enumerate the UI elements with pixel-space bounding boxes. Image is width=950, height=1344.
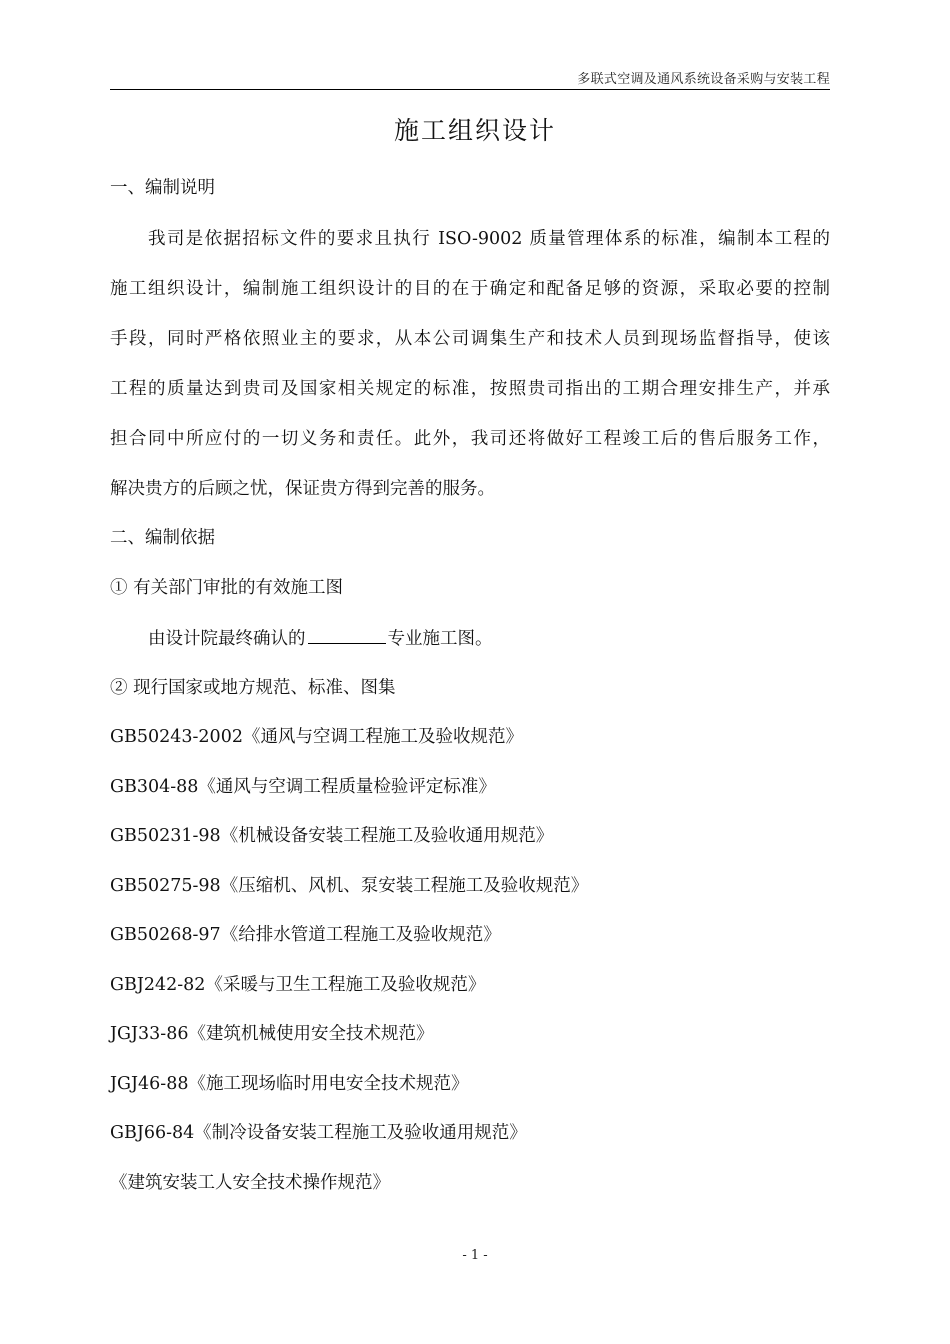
- standard-item: GB50243-2002《通风与空调工程施工及验收规范》: [110, 727, 523, 747]
- list-item-drawings: ① 有关部门审批的有效施工图: [110, 578, 344, 598]
- paragraph-line: 我司是依据招标文件的要求且执行 ISO-9002 质量管理体系的标准，编制本工程的: [148, 229, 830, 249]
- paragraph-line: 施工组织设计，编制施工组织设计的目的在于确定和配备足够的资源，采取必要的控制: [110, 279, 830, 299]
- drawings-text-after: 专业施工图。: [387, 629, 493, 649]
- page-header: [110, 72, 830, 90]
- standard-item: GBJ66-84《制冷设备安装工程施工及验收通用规范》: [110, 1123, 527, 1143]
- standard-item: JGJ33-86《建筑机械使用安全技术规范》: [110, 1024, 434, 1044]
- paragraph-line: 解决贵方的后顾之忧，保证贵方得到完善的服务。: [110, 479, 495, 499]
- paragraph-line: 手段，同时严格依照业主的要求，从本公司调集生产和技术人员到现场监督指导，使该: [110, 329, 830, 349]
- standard-item: GB304-88《通风与空调工程质量检验评定标准》: [110, 777, 496, 797]
- paragraph-line: 担合同中所应付的一切义务和责任。此外，我司还将做好工程竣工后的售后服务工作，: [110, 429, 830, 449]
- document-title: 施工组织设计: [393, 116, 556, 145]
- blank-fill-line: [308, 625, 386, 644]
- standard-item: GB50231-98《机械设备安装工程施工及验收通用规范》: [110, 826, 554, 846]
- drawings-text-before: 由设计院最终确认的: [148, 629, 306, 649]
- standard-item: GB50275-98《压缩机、风机、泵安装工程施工及验收规范》: [110, 876, 589, 896]
- standard-item: GB50268-97《给排水管道工程施工及验收规范》: [110, 925, 501, 945]
- list-item-standards: ② 现行国家或地方规范、标准、图集: [110, 678, 396, 698]
- section-heading-2: 二、编制依据: [110, 528, 215, 548]
- header-text: 多联式空调及通风系统设备采购与安装工程: [577, 72, 830, 87]
- paragraph-line: 工程的质量达到贵司及国家相关规定的标准，按照贵司指出的工期合理安排生产，并承: [110, 379, 830, 399]
- section-heading-1: 一、编制说明: [110, 178, 215, 198]
- standard-item: GBJ242-82《采暖与卫生工程施工及验收规范》: [110, 975, 486, 995]
- page-number: - 1 -: [462, 1248, 488, 1263]
- drawings-confirmation-line: [148, 625, 493, 652]
- standard-item: 《建筑安装工人安全技术操作规范》: [110, 1173, 390, 1193]
- standard-item: JGJ46-88《施工现场临时用电安全技术规范》: [110, 1074, 469, 1094]
